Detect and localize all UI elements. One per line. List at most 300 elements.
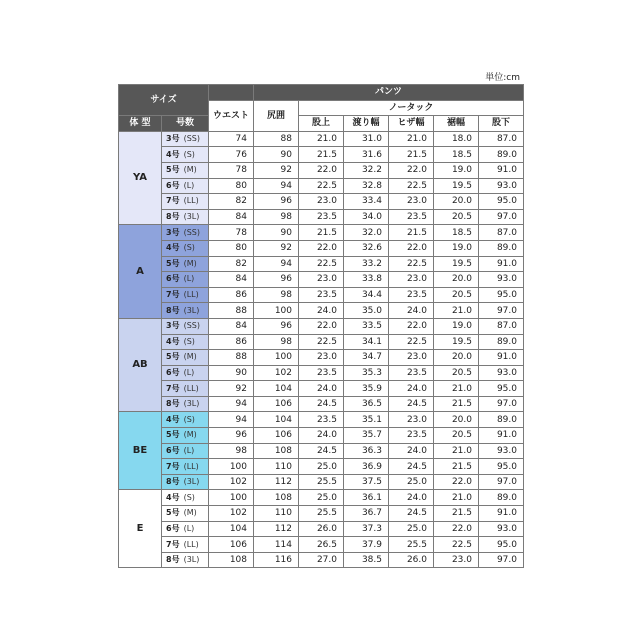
cell-inseam: 97.0 — [479, 396, 524, 412]
cell-rise: 25.0 — [299, 490, 344, 506]
cell-waist: 78 — [209, 162, 254, 178]
cell-rise: 23.0 — [299, 272, 344, 288]
cell-knee: 24.5 — [389, 396, 434, 412]
cell-thigh: 34.7 — [344, 350, 389, 366]
body-type-cell: AB — [119, 318, 162, 412]
size-number: 7号 — [166, 290, 180, 300]
cell-inseam: 87.0 — [479, 318, 524, 334]
cell-hip: 106 — [254, 396, 299, 412]
table-row — [119, 365, 524, 381]
cell-hem: 22.5 — [434, 537, 479, 553]
size-letter: (3L) — [183, 399, 200, 409]
table-row — [119, 334, 524, 350]
size-number-cell — [162, 490, 209, 506]
cell-inseam: 89.0 — [479, 147, 524, 163]
cell-inseam: 97.0 — [479, 303, 524, 319]
table-row — [119, 178, 524, 194]
cell-rise: 24.5 — [299, 443, 344, 459]
cell-inseam: 97.0 — [479, 552, 524, 568]
size-letter: (M) — [183, 430, 197, 440]
cell-knee: 23.5 — [389, 428, 434, 444]
cell-thigh: 32.2 — [344, 162, 389, 178]
table-row — [119, 443, 524, 459]
table-row — [119, 240, 524, 256]
unit-label: 単位:cm — [485, 73, 520, 83]
size-letter: (M) — [183, 508, 197, 518]
cell-inseam: 89.0 — [479, 490, 524, 506]
table-row — [119, 459, 524, 475]
cell-hip: 88 — [254, 131, 299, 147]
header-size-no: 号数 — [162, 116, 209, 132]
table-row — [119, 381, 524, 397]
cell-hip: 96 — [254, 194, 299, 210]
header-inseam: 股下 — [479, 116, 524, 132]
cell-knee: 23.5 — [389, 209, 434, 225]
cell-rise: 23.5 — [299, 412, 344, 428]
size-number-cell — [162, 272, 209, 288]
size-chart-table — [118, 84, 524, 568]
table-row — [119, 396, 524, 412]
cell-knee: 21.5 — [389, 225, 434, 241]
cell-inseam: 89.0 — [479, 412, 524, 428]
cell-thigh: 34.1 — [344, 334, 389, 350]
cell-rise: 24.0 — [299, 428, 344, 444]
cell-knee: 22.0 — [389, 318, 434, 334]
cell-knee: 23.5 — [389, 287, 434, 303]
cell-inseam: 87.0 — [479, 131, 524, 147]
cell-thigh: 36.1 — [344, 490, 389, 506]
cell-rise: 25.0 — [299, 459, 344, 475]
cell-hem: 20.0 — [434, 272, 479, 288]
size-number: 4号 — [166, 243, 180, 253]
size-number: 8号 — [166, 555, 180, 565]
cell-hip: 92 — [254, 162, 299, 178]
size-letter: (L) — [183, 180, 195, 190]
cell-thigh: 31.6 — [344, 147, 389, 163]
cell-rise: 23.0 — [299, 194, 344, 210]
table-row — [119, 194, 524, 210]
cell-inseam: 91.0 — [479, 162, 524, 178]
size-letter: (M) — [183, 352, 197, 362]
size-letter: (M) — [183, 165, 197, 175]
cell-waist: 76 — [209, 147, 254, 163]
size-letter: (S) — [183, 336, 195, 346]
cell-waist: 84 — [209, 272, 254, 288]
cell-knee: 25.5 — [389, 537, 434, 553]
cell-knee: 23.0 — [389, 350, 434, 366]
cell-waist: 88 — [209, 350, 254, 366]
cell-thigh: 31.0 — [344, 131, 389, 147]
size-number: 7号 — [166, 461, 180, 471]
table-row — [119, 552, 524, 568]
cell-hip: 100 — [254, 350, 299, 366]
cell-thigh: 37.9 — [344, 537, 389, 553]
cell-hem: 20.0 — [434, 194, 479, 210]
size-number: 3号 — [166, 134, 180, 144]
cell-hem: 19.5 — [434, 334, 479, 350]
header-blank — [209, 85, 254, 101]
cell-waist: 84 — [209, 209, 254, 225]
cell-hem: 19.0 — [434, 240, 479, 256]
cell-rise: 22.0 — [299, 162, 344, 178]
table-row — [119, 506, 524, 522]
header-knee: ヒザ幅 — [389, 116, 434, 132]
cell-inseam: 97.0 — [479, 209, 524, 225]
cell-hip: 98 — [254, 287, 299, 303]
cell-waist: 82 — [209, 256, 254, 272]
cell-hem: 19.0 — [434, 162, 479, 178]
body-type-cell: E — [119, 490, 162, 568]
cell-knee: 22.0 — [389, 240, 434, 256]
cell-rise: 22.5 — [299, 256, 344, 272]
size-letter: (SS) — [183, 134, 200, 144]
cell-knee: 26.0 — [389, 552, 434, 568]
size-number: 8号 — [166, 399, 180, 409]
cell-hip: 98 — [254, 334, 299, 350]
size-letter: (3L) — [183, 477, 200, 487]
size-number-cell — [162, 428, 209, 444]
cell-rise: 24.0 — [299, 303, 344, 319]
cell-rise: 25.5 — [299, 474, 344, 490]
cell-rise: 23.5 — [299, 287, 344, 303]
cell-knee: 24.5 — [389, 459, 434, 475]
table-row — [119, 474, 524, 490]
cell-waist: 94 — [209, 396, 254, 412]
header-body-type: 体 型 — [119, 116, 162, 132]
cell-knee: 25.0 — [389, 474, 434, 490]
size-number: 5号 — [166, 352, 180, 362]
cell-hem: 21.0 — [434, 443, 479, 459]
cell-rise: 27.0 — [299, 552, 344, 568]
size-number-cell — [162, 240, 209, 256]
cell-hem: 20.5 — [434, 287, 479, 303]
cell-hem: 18.5 — [434, 225, 479, 241]
size-letter: (SS) — [183, 321, 200, 331]
cell-hem: 20.5 — [434, 209, 479, 225]
size-number: 7号 — [166, 383, 180, 393]
size-number-cell — [162, 521, 209, 537]
size-letter: (M) — [183, 258, 197, 268]
size-number-cell — [162, 552, 209, 568]
table-row — [119, 428, 524, 444]
cell-inseam: 95.0 — [479, 537, 524, 553]
cell-hem: 21.5 — [434, 459, 479, 475]
size-number: 6号 — [166, 274, 180, 284]
cell-inseam: 93.0 — [479, 178, 524, 194]
cell-hem: 20.5 — [434, 428, 479, 444]
cell-waist: 98 — [209, 443, 254, 459]
cell-hip: 104 — [254, 381, 299, 397]
cell-hip: 92 — [254, 240, 299, 256]
size-number: 7号 — [166, 196, 180, 206]
header-rise: 股上 — [299, 116, 344, 132]
cell-thigh: 37.5 — [344, 474, 389, 490]
size-number: 4号 — [166, 414, 180, 424]
cell-thigh: 36.9 — [344, 459, 389, 475]
cell-knee: 25.0 — [389, 521, 434, 537]
size-number-cell — [162, 459, 209, 475]
cell-thigh: 38.5 — [344, 552, 389, 568]
cell-hip: 110 — [254, 459, 299, 475]
cell-waist: 104 — [209, 521, 254, 537]
table-row — [119, 256, 524, 272]
size-number: 6号 — [166, 445, 180, 455]
cell-rise: 23.5 — [299, 209, 344, 225]
cell-inseam: 89.0 — [479, 334, 524, 350]
cell-waist: 74 — [209, 131, 254, 147]
size-number-cell — [162, 131, 209, 147]
cell-hip: 100 — [254, 303, 299, 319]
header-hem: 裾幅 — [434, 116, 479, 132]
cell-knee: 23.0 — [389, 412, 434, 428]
size-letter: (LL) — [183, 461, 199, 471]
cell-knee: 24.0 — [389, 490, 434, 506]
cell-thigh: 35.0 — [344, 303, 389, 319]
cell-hip: 108 — [254, 443, 299, 459]
cell-hem: 22.0 — [434, 474, 479, 490]
size-number-cell — [162, 474, 209, 490]
size-letter: (S) — [183, 149, 195, 159]
header-size: サイズ — [119, 85, 209, 116]
cell-knee: 23.5 — [389, 365, 434, 381]
body-type-cell: A — [119, 225, 162, 319]
cell-inseam: 93.0 — [479, 521, 524, 537]
cell-thigh: 35.3 — [344, 365, 389, 381]
size-letter: (LL) — [183, 196, 199, 206]
table-header — [119, 85, 524, 132]
cell-inseam: 93.0 — [479, 365, 524, 381]
size-number-cell — [162, 334, 209, 350]
cell-knee: 22.5 — [389, 256, 434, 272]
cell-hip: 106 — [254, 428, 299, 444]
cell-waist: 80 — [209, 178, 254, 194]
body-type-cell: BE — [119, 412, 162, 490]
cell-rise: 22.5 — [299, 178, 344, 194]
table-row — [119, 318, 524, 334]
cell-knee: 23.0 — [389, 194, 434, 210]
cell-hip: 96 — [254, 272, 299, 288]
cell-inseam: 91.0 — [479, 428, 524, 444]
cell-hem: 20.0 — [434, 412, 479, 428]
cell-thigh: 32.8 — [344, 178, 389, 194]
size-letter: (L) — [183, 367, 195, 377]
cell-knee: 22.5 — [389, 334, 434, 350]
table-row — [119, 350, 524, 366]
size-number-cell — [162, 178, 209, 194]
cell-waist: 92 — [209, 381, 254, 397]
size-number: 8号 — [166, 305, 180, 315]
size-number: 5号 — [166, 430, 180, 440]
table-row — [119, 162, 524, 178]
cell-thigh: 32.6 — [344, 240, 389, 256]
cell-rise: 26.0 — [299, 521, 344, 537]
cell-inseam: 95.0 — [479, 194, 524, 210]
cell-knee: 21.0 — [389, 131, 434, 147]
cell-hip: 114 — [254, 537, 299, 553]
size-number-cell — [162, 412, 209, 428]
size-number: 5号 — [166, 165, 180, 175]
cell-waist: 86 — [209, 287, 254, 303]
cell-waist: 90 — [209, 365, 254, 381]
cell-hip: 96 — [254, 318, 299, 334]
cell-thigh: 33.8 — [344, 272, 389, 288]
size-number-cell — [162, 194, 209, 210]
size-number: 6号 — [166, 180, 180, 190]
size-letter: (L) — [183, 523, 195, 533]
cell-rise: 21.0 — [299, 131, 344, 147]
size-number-cell — [162, 350, 209, 366]
cell-thigh: 35.9 — [344, 381, 389, 397]
size-letter: (L) — [183, 274, 195, 284]
size-number-cell — [162, 365, 209, 381]
cell-hip: 102 — [254, 365, 299, 381]
size-number-cell — [162, 537, 209, 553]
size-number: 3号 — [166, 321, 180, 331]
size-number: 6号 — [166, 367, 180, 377]
cell-waist: 80 — [209, 240, 254, 256]
cell-thigh: 34.4 — [344, 287, 389, 303]
table-row — [119, 131, 524, 147]
table-row — [119, 412, 524, 428]
cell-rise: 22.0 — [299, 240, 344, 256]
table-row — [119, 490, 524, 506]
table-row — [119, 225, 524, 241]
cell-hem: 20.0 — [434, 350, 479, 366]
cell-hip: 116 — [254, 552, 299, 568]
cell-hem: 21.5 — [434, 396, 479, 412]
header-hip: 尻囲 — [254, 100, 299, 131]
size-letter: (LL) — [183, 383, 199, 393]
header-waist: ウエスト — [209, 100, 254, 131]
cell-rise: 22.0 — [299, 318, 344, 334]
cell-inseam: 93.0 — [479, 272, 524, 288]
cell-hip: 104 — [254, 412, 299, 428]
cell-hem: 18.5 — [434, 147, 479, 163]
cell-thigh: 35.1 — [344, 412, 389, 428]
cell-knee: 24.5 — [389, 506, 434, 522]
size-number-cell — [162, 209, 209, 225]
size-letter: (3L) — [183, 305, 200, 315]
cell-inseam: 97.0 — [479, 474, 524, 490]
cell-waist: 96 — [209, 428, 254, 444]
cell-knee: 21.5 — [389, 147, 434, 163]
cell-hem: 21.0 — [434, 381, 479, 397]
cell-knee: 22.5 — [389, 178, 434, 194]
cell-hem: 19.5 — [434, 256, 479, 272]
cell-hem: 18.0 — [434, 131, 479, 147]
cell-thigh: 36.3 — [344, 443, 389, 459]
cell-hem: 21.5 — [434, 506, 479, 522]
cell-knee: 24.0 — [389, 381, 434, 397]
cell-inseam: 91.0 — [479, 256, 524, 272]
table-row — [119, 287, 524, 303]
cell-rise: 23.0 — [299, 350, 344, 366]
cell-rise: 22.5 — [299, 334, 344, 350]
cell-hip: 110 — [254, 506, 299, 522]
cell-waist: 108 — [209, 552, 254, 568]
size-number-cell — [162, 147, 209, 163]
cell-inseam: 87.0 — [479, 225, 524, 241]
cell-inseam: 89.0 — [479, 240, 524, 256]
size-number: 4号 — [166, 336, 180, 346]
cell-knee: 23.0 — [389, 272, 434, 288]
cell-hem: 21.0 — [434, 490, 479, 506]
size-letter: (S) — [183, 492, 195, 502]
size-number: 4号 — [166, 492, 180, 502]
size-letter: (S) — [183, 414, 195, 424]
cell-hip: 90 — [254, 225, 299, 241]
table-body — [119, 131, 524, 568]
size-letter: (LL) — [183, 290, 199, 300]
size-number: 5号 — [166, 258, 180, 268]
cell-hip: 90 — [254, 147, 299, 163]
header-no-tuck: ノータック — [299, 100, 524, 116]
size-letter: (LL) — [183, 539, 199, 549]
cell-waist: 78 — [209, 225, 254, 241]
cell-thigh: 33.5 — [344, 318, 389, 334]
cell-thigh: 37.3 — [344, 521, 389, 537]
table-row — [119, 303, 524, 319]
cell-waist: 84 — [209, 318, 254, 334]
cell-waist: 94 — [209, 412, 254, 428]
cell-hip: 108 — [254, 490, 299, 506]
cell-inseam: 93.0 — [479, 443, 524, 459]
cell-thigh: 35.7 — [344, 428, 389, 444]
cell-hem: 22.0 — [434, 521, 479, 537]
cell-thigh: 36.5 — [344, 396, 389, 412]
cell-rise: 25.5 — [299, 506, 344, 522]
cell-waist: 88 — [209, 303, 254, 319]
cell-rise: 24.5 — [299, 396, 344, 412]
cell-thigh: 33.4 — [344, 194, 389, 210]
size-number-cell — [162, 287, 209, 303]
cell-hip: 112 — [254, 521, 299, 537]
cell-waist: 86 — [209, 334, 254, 350]
cell-inseam: 95.0 — [479, 287, 524, 303]
table-row — [119, 521, 524, 537]
cell-inseam: 91.0 — [479, 350, 524, 366]
cell-hip: 94 — [254, 178, 299, 194]
size-letter: (SS) — [183, 227, 200, 237]
size-number: 8号 — [166, 477, 180, 487]
cell-thigh: 34.0 — [344, 209, 389, 225]
cell-rise: 26.5 — [299, 537, 344, 553]
header-thigh: 渡り幅 — [344, 116, 389, 132]
size-number: 7号 — [166, 539, 180, 549]
size-number: 5号 — [166, 508, 180, 518]
cell-hip: 112 — [254, 474, 299, 490]
cell-hem: 19.0 — [434, 318, 479, 334]
cell-rise: 21.5 — [299, 147, 344, 163]
size-number-cell — [162, 162, 209, 178]
cell-waist: 102 — [209, 506, 254, 522]
size-number: 3号 — [166, 227, 180, 237]
cell-hip: 94 — [254, 256, 299, 272]
cell-knee: 24.0 — [389, 303, 434, 319]
table-row — [119, 272, 524, 288]
cell-thigh: 32.0 — [344, 225, 389, 241]
cell-hem: 19.5 — [434, 178, 479, 194]
table-row — [119, 537, 524, 553]
size-number-cell — [162, 303, 209, 319]
size-letter: (3L) — [183, 212, 200, 222]
cell-rise: 23.5 — [299, 365, 344, 381]
cell-waist: 102 — [209, 474, 254, 490]
size-number-cell — [162, 225, 209, 241]
size-number: 4号 — [166, 149, 180, 159]
cell-waist: 82 — [209, 194, 254, 210]
size-letter: (3L) — [183, 555, 200, 565]
